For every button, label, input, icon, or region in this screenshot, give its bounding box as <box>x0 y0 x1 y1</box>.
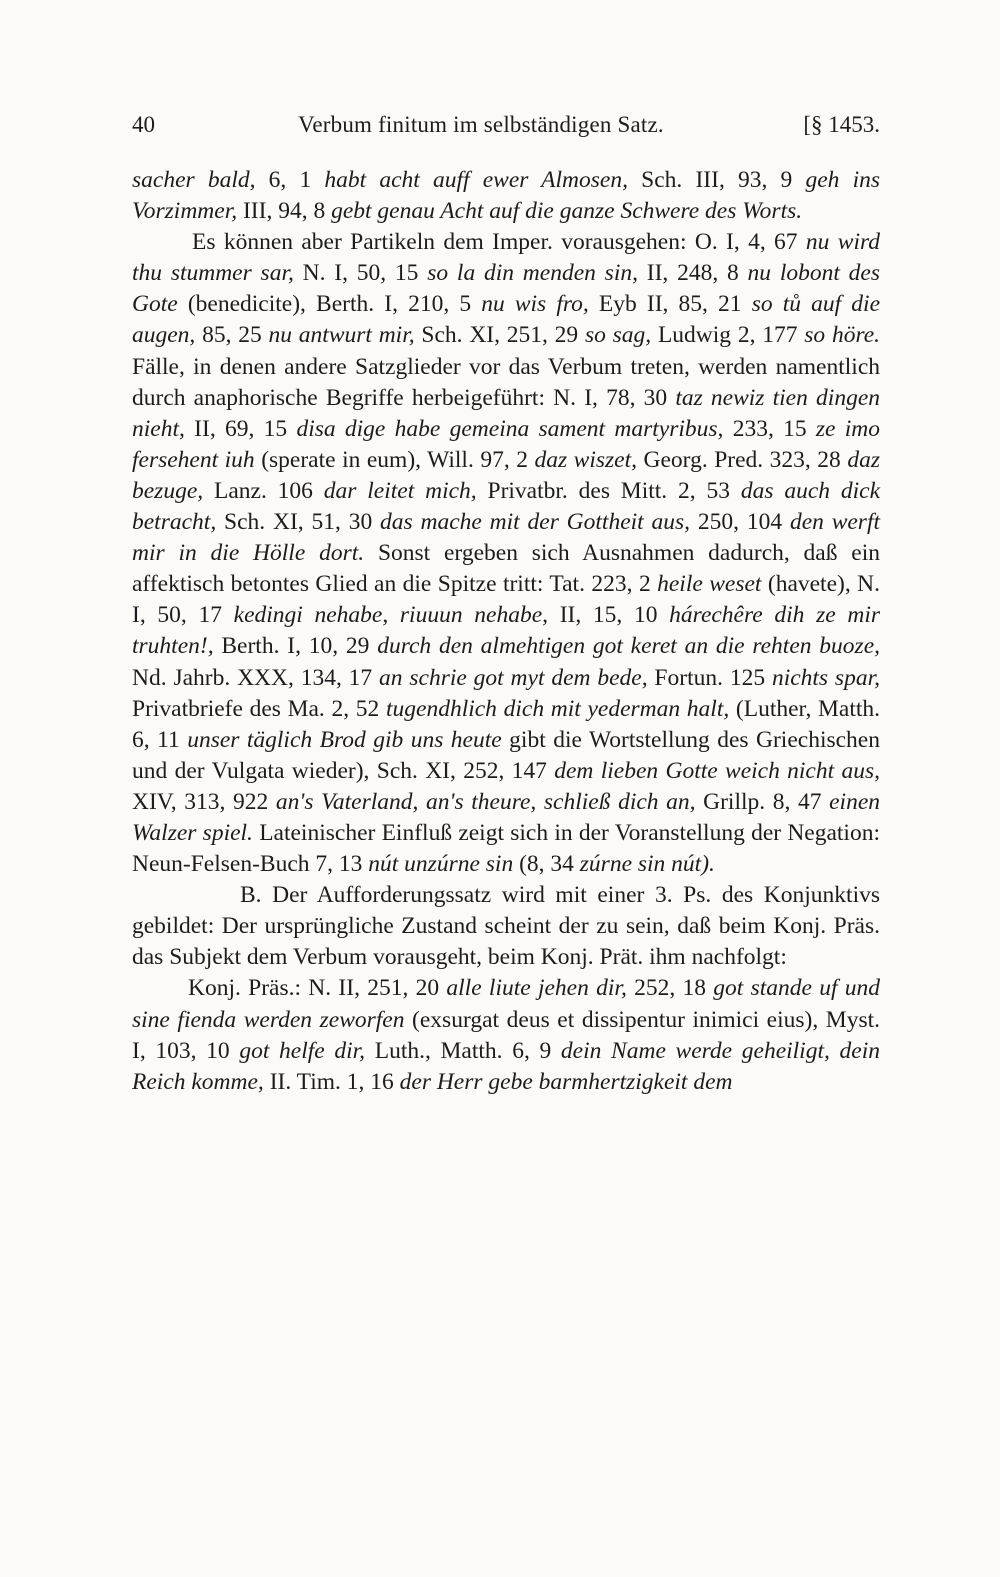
italic-citation: so tů auf die augen, <box>132 291 880 349</box>
italic-citation: an schrie got myt dem bede, <box>379 664 648 691</box>
italic-citation: unser täglich Brod gib uns heute <box>187 726 502 753</box>
paragraph-3 <box>132 880 880 973</box>
text-run: 6, 1 <box>255 167 325 193</box>
italic-citation: das mache mit der Gottheit aus, <box>380 509 691 536</box>
text-run: Privatbr. des Mitt. 2, 53 <box>476 477 741 504</box>
text-run: Lanz. 106 <box>203 477 324 504</box>
text-run: Ludwig 2, 177 <box>651 322 805 349</box>
text-run: III, 94, 8 <box>237 198 332 225</box>
italic-citation: einen Walzer spiel. <box>132 788 880 846</box>
text-run: Fälle, in denen andere Satzglieder vor das Verbum treten, werden namentlich durch anaphorische Begriffe herbeigeführt: N. I, 78, 30 <box>132 353 880 411</box>
italic-citation: sacher bald, <box>132 167 256 193</box>
text-run: 250, 104 <box>690 509 790 536</box>
text-run: (sperate in eum), Will. 97, 2 <box>254 446 535 473</box>
text-run: N. I, 50, 15 <box>293 260 428 287</box>
text-run: II. Tim. 1, 16 <box>263 1068 400 1095</box>
text-run: Berth. I, 10, 29 <box>213 633 378 660</box>
text-run: Sonst ergeben sich Ausnahmen dadurch, daß ein affektisch betontes Glied an die Spitze tritt: Tat. 223, 2 <box>132 540 881 598</box>
italic-citation: kedingi nehabe, riuuun nehabe, <box>233 602 549 629</box>
italic-citation: taz newiz tien dingen nieht, <box>132 384 881 442</box>
text-run: II, 15, 10 <box>548 602 670 629</box>
text-run: 252, 18 <box>626 975 714 1002</box>
italic-citation: got stande uf und sine fienda werden zeworfen <box>132 975 881 1033</box>
paragraph-1 <box>132 165 880 227</box>
italic-citation: an's Vaterland, an's theure, schließ dich an, <box>275 788 696 815</box>
italic-citation: das auch dick betracht, <box>132 477 881 536</box>
text-run: (Luther, Matth. 6, 11 <box>132 695 881 753</box>
text-run: 233, 15 <box>723 415 816 442</box>
italic-citation: dar leitet mich, <box>323 477 477 504</box>
italic-citation: geh ins Vorzimmer, <box>132 167 881 225</box>
italic-citation: nu wis fro, <box>481 291 589 318</box>
italic-citation: habt acht auff ewer Almosen, <box>324 167 628 193</box>
page-number: 40 <box>132 112 155 137</box>
text-run: II, 69, 15 <box>184 415 297 442</box>
italic-citation: disa dige habe gemeina sament martyribus, <box>296 415 724 442</box>
italic-citation: nichts spar, <box>771 664 880 691</box>
text-run: Es können aber Partikeln dem Imper. vorausgehen: O. I, 4, 67 <box>192 229 806 256</box>
italic-citation: gebt genau Acht auf die ganze Schwere des Worts. <box>331 198 803 225</box>
text-run: Lateinischer Einfluß zeigt sich in der Voranstellung der Negation: Neun-Felsen-Buch 7, 13 <box>132 819 880 878</box>
text-run: Nd. Jahrb. XXX, 134, 17 <box>132 664 380 691</box>
italic-citation: alle liute jehen dir, <box>446 975 627 1002</box>
running-header <box>132 112 880 146</box>
text-run: Eyb II, 85, 21 <box>588 291 752 318</box>
text-run: XIV, 313, 922 <box>132 788 276 815</box>
text-run: Privatbriefe des Ma. 2, 52 <box>132 695 386 722</box>
running-title: Verbum finitum im selbständigen Satz. <box>298 112 664 137</box>
text-run: (havete), N. I, 50, 17 <box>132 571 880 629</box>
text-run: (exsurgat deus et dissipentur inimici eius), Myst. I, 103, 10 <box>132 1006 880 1064</box>
italic-citation: daz wiszet, <box>534 446 637 473</box>
text-run: (8, 34 <box>513 851 580 878</box>
italic-citation: heile weset <box>657 571 762 598</box>
italic-citation: daz bezuge, <box>132 446 880 504</box>
text-run: Sch. III, 93, 9 <box>627 167 806 193</box>
text-run: II, 248, 8 <box>637 260 748 287</box>
italic-citation: tugendhlich dich mit yederman halt, <box>385 695 730 722</box>
section-reference: [§ 1453. <box>803 112 880 137</box>
italic-citation: nút unzúrne sin <box>368 851 514 878</box>
text-run: Sch. XI, 51, 30 <box>216 509 381 536</box>
italic-citation: so sag, <box>584 322 652 349</box>
body-text <box>132 165 880 1098</box>
text-run: B. Der Aufforderungssatz wird mit einer 3. Ps. des Konjunktivs gebildet: Der ursprüngliche Zustand scheint der zu sein, daß beim Konj. Präs. das Subjekt dem Verbum vorausgeht, beim Konj. Prät. ihm nachfolgt: <box>132 882 880 971</box>
italic-citation: durch den almehtigen got keret an die rehten buoze, <box>377 633 881 660</box>
italic-citation: dein Name werde geheiligt, dein Reich komme, <box>132 1037 880 1095</box>
italic-citation: den werft mir in die Hölle dort. <box>132 509 881 567</box>
text-run: Fortun. 125 <box>647 664 772 691</box>
text-run: Konj. Präs.: N. II, 251, 20 <box>188 975 447 1002</box>
italic-citation: so höre. <box>804 322 881 349</box>
text-run: 85, 25 <box>195 322 269 349</box>
italic-citation: ze imo fersehent iuh <box>132 415 881 473</box>
paragraph-4 <box>132 973 880 1097</box>
text-run: Sch. XI, 251, 29 <box>414 322 585 349</box>
italic-citation: nu antwurt mir, <box>268 322 415 349</box>
italic-citation: got helfe dir, <box>239 1037 366 1064</box>
text-run: Georg. Pred. 323, 28 <box>637 446 848 473</box>
italic-citation: dem lieben Gotte weich nicht aus, <box>554 757 880 784</box>
text-run: (benedicite), Berth. I, 210, 5 <box>177 291 482 318</box>
italic-citation: hárechêre dih ze mir truhten!, <box>132 602 880 660</box>
italic-citation: der Herr gebe barmhertzigkeit dem <box>399 1068 733 1095</box>
paragraph-2 <box>132 227 880 880</box>
italic-citation: nu lobont des Gote <box>132 260 881 318</box>
italic-citation: so la din menden sin, <box>427 260 638 287</box>
text-run: Grillp. 8, 47 <box>695 788 830 815</box>
italic-citation: zúrne sin nút). <box>579 851 715 878</box>
italic-citation: nu wird thu stummer sar, <box>132 229 880 287</box>
text-run: gibt die Wortstellung des Griechischen und der Vulgata wieder), Sch. XI, 252, 147 <box>132 726 880 784</box>
text-run: Luth., Matth. 6, 9 <box>365 1037 561 1064</box>
